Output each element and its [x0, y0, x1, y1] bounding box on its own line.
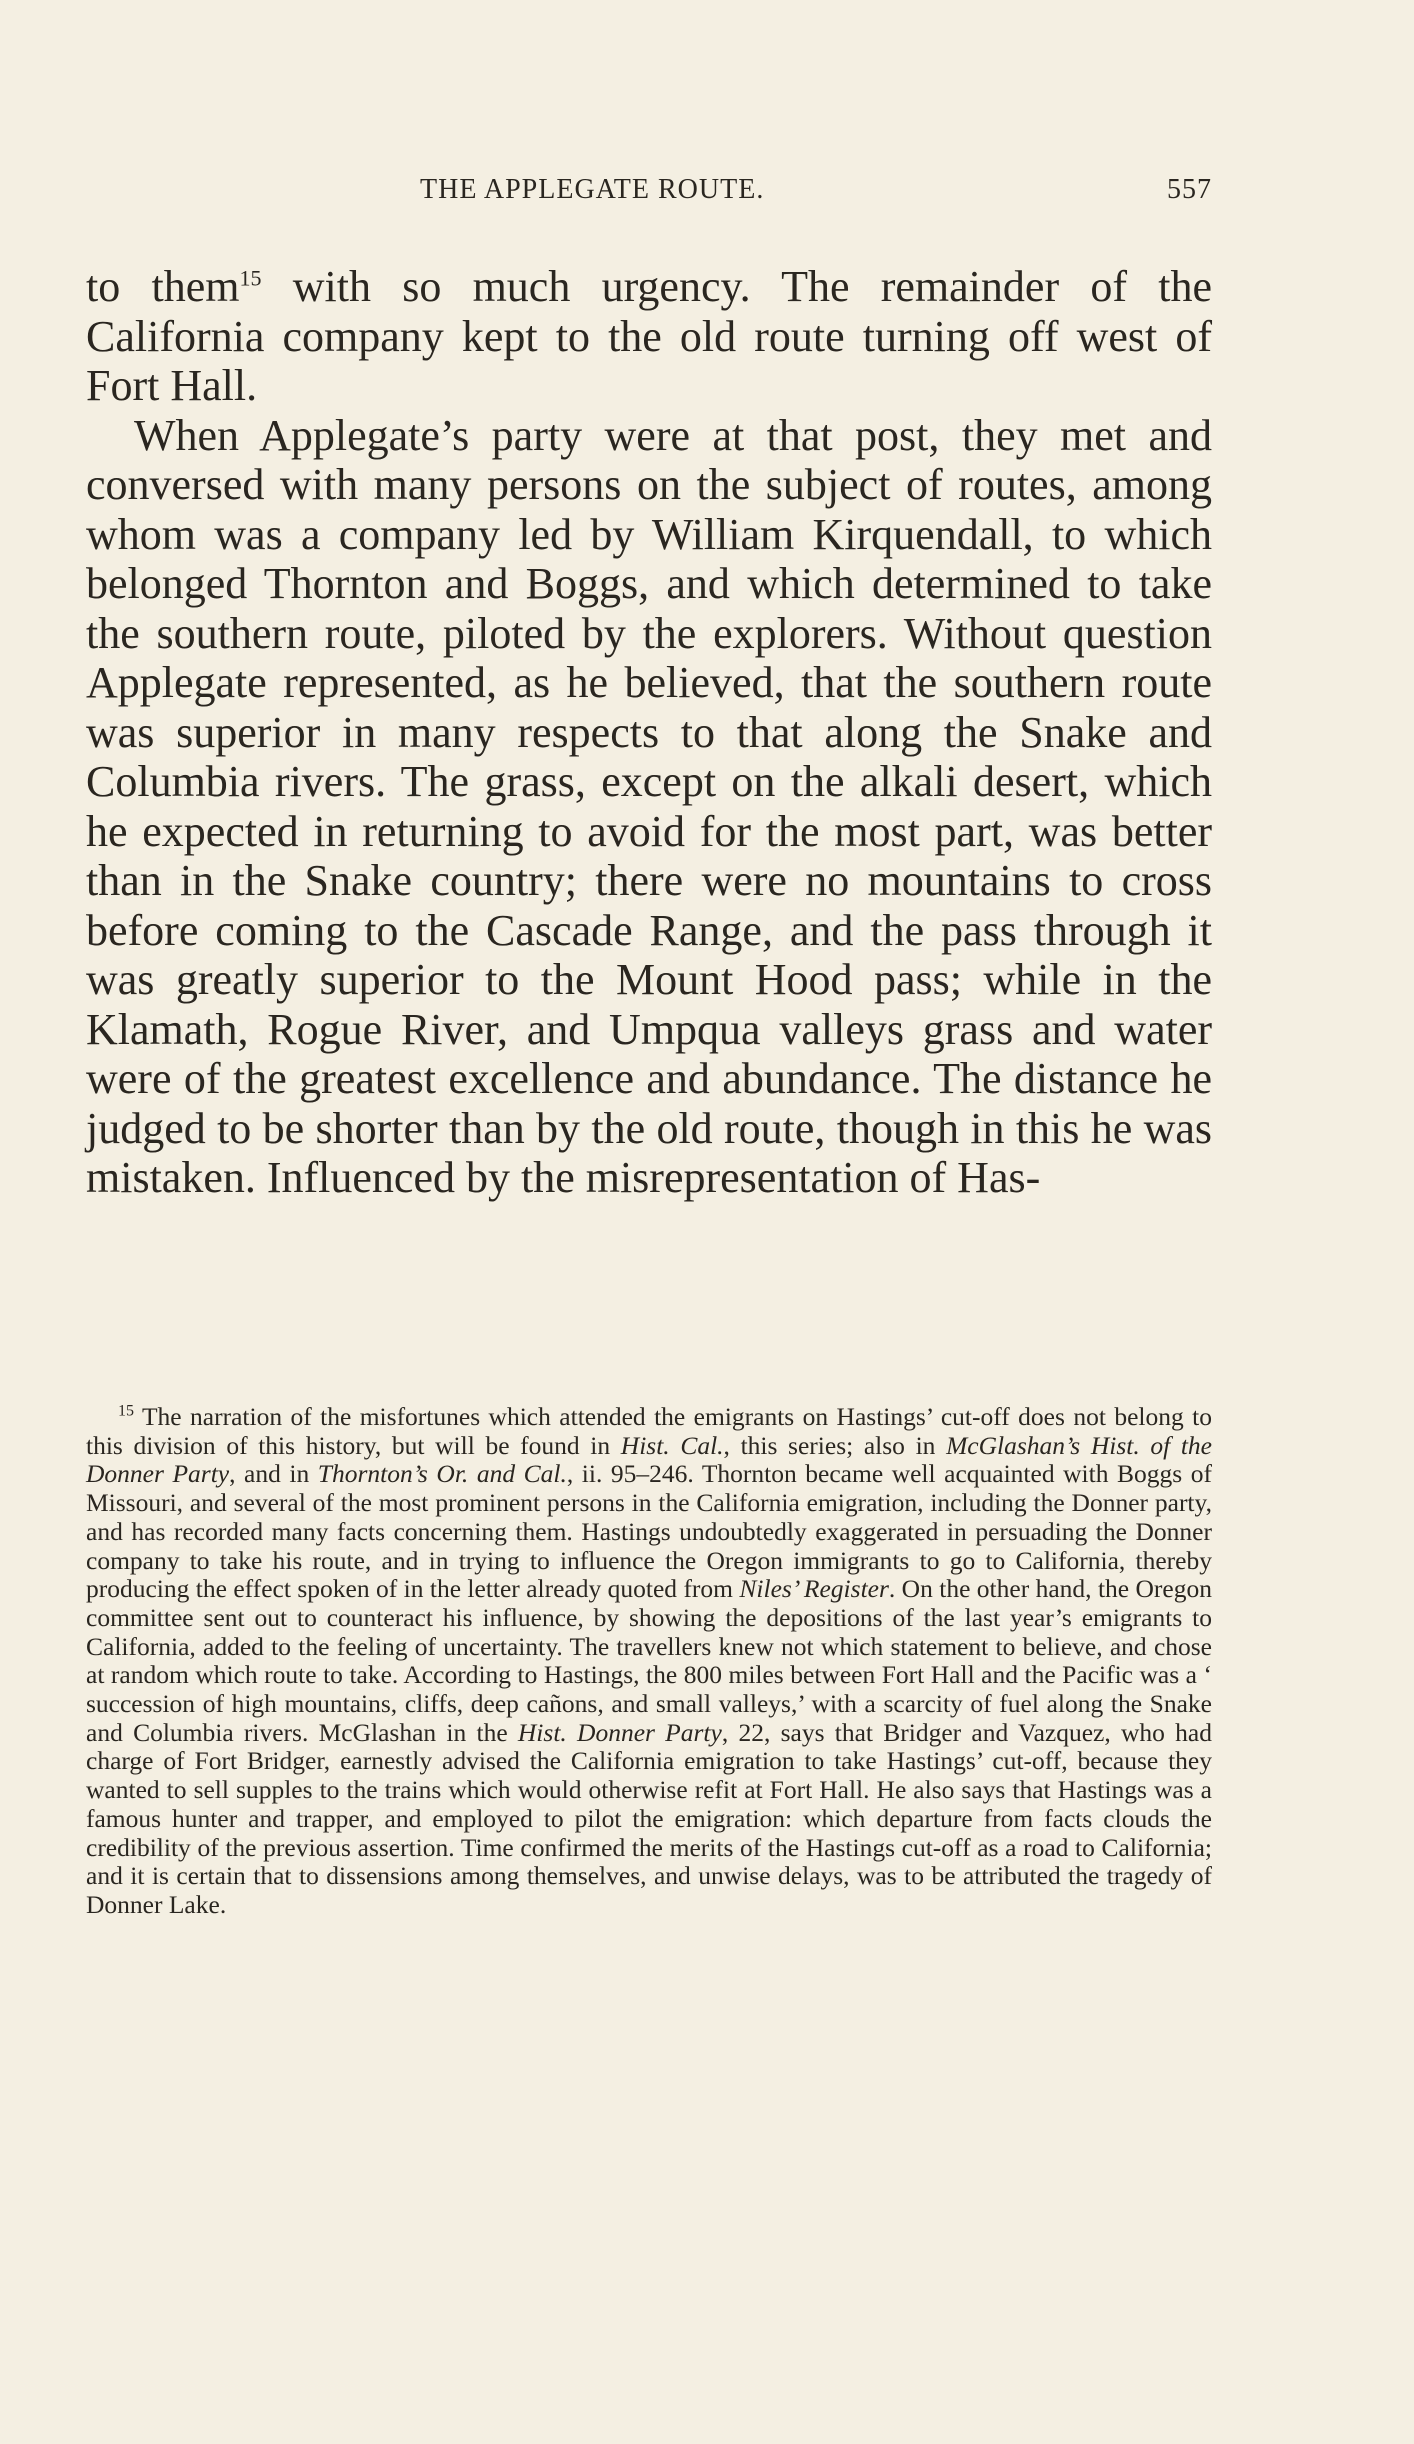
footnote-segment: The narration of the misfortunes which attended the emigrants on Hastings’ cut-off does not belong to this division of this history, but will be found in — [86, 1402, 1212, 1460]
running-head — [90, 174, 1212, 214]
paragraph-1-start: to them — [86, 262, 240, 311]
footnote-segment: , 22, says that Bridger and Vazquez, who had charge of Fort Bridger, earnestly advised the California emigration to take Hastings’ cut-off, because they wanted to sell supples to the trains which would otherwise refit at Fort Hall. He also says that Hastings was a famous hunter and trapper, and employed to pilot the emigration: which departure from facts clouds the credibility of the previous assertion. Time confirmed the merits of the Hastings cut-off as a road to California; and it is certain that to dissensions among themselves, and unwise delays, was to be attributed the tragedy of Donner Lake. — [86, 1717, 1212, 1919]
citation-hist-cal: Hist. Cal. — [620, 1430, 724, 1460]
citation-donner-party: Hist. Donner Party — [517, 1717, 722, 1747]
paragraph-2: When Applegate’s party were at that post, they met and conversed with many persons on the subject of routes, among whom was a company led by William Kirquendall, to which belonged Thornton and Boggs, and which determined to take the southern route, piloted by the explorers. Without question Applegate represented, as he believed, that the southern route was superior in many respects to that along the Snake and Columbia rivers. The grass, except on the alkali desert, which he expected in returning to avoid for the most part, was better than in the Snake country; there were no mountains to cross before coming to the Cascade Range, and the pass through it was greatly superior to the Mount Hood pass; while in the Klamath, Rogue River, and Umpqua valleys grass and water were of the greatest excellence and abundance. The distance he judged to be shorter than by the old route, though in this he was mistaken. Influenced by the misrepresentation of Has- — [86, 410, 1212, 1202]
footnote-reference: 15 — [239, 265, 262, 291]
paragraph-1-rest: with so much urgency. The remainder of the California company kept to the old route turning off west of Fort Hall. — [86, 262, 1213, 410]
citation-thornton: Thornton’s Or. and Cal. — [317, 1459, 567, 1489]
paragraph-1 — [86, 262, 1212, 411]
footnote-segment: , this series; also in — [723, 1430, 947, 1460]
page-number: 557 — [1167, 174, 1212, 205]
citation-niles-register: Niles’ Register — [739, 1574, 889, 1604]
footnote-segment: , ii. 95–246. Thornton became well acquainted with Boggs of Missouri, and several of the most prominent persons in the California emigration, including the Donner party, and has recorded many facts concerning them. Hastings undoubtedly exaggerated in persuading the Donner company to take his route, and in trying to influence the Oregon immigrants to go to California, thereby producing the effect spoken of in the letter already quoted from — [86, 1459, 1212, 1604]
footnote-segment: . On the other hand, the Oregon committee sent out to counteract his influence, by showing the depositions of the last year’s emigrants to California, added to the feeling of uncertainty. The travellers knew not which statement to believe, and chose at random which route to take. According to Hastings, the 800 miles between Fort Hall and the Pacific was a ‘ succession of high mountains, cliffs, deep cañons, and small valleys,’ with a scarcity of fuel along the Snake and Columbia rivers. McGlashan in the — [86, 1574, 1212, 1747]
footnote-text — [86, 1403, 1212, 1920]
running-title: THE APPLEGATE ROUTE. — [420, 174, 765, 205]
footnote — [86, 1403, 1212, 1920]
citation-mcglashan: McGlashan’s Hist. of the Donner Party — [86, 1430, 1212, 1489]
footnote-segment: , and in — [229, 1459, 318, 1489]
footnote-number: 15 — [118, 1402, 134, 1420]
main-text — [86, 262, 1212, 1203]
